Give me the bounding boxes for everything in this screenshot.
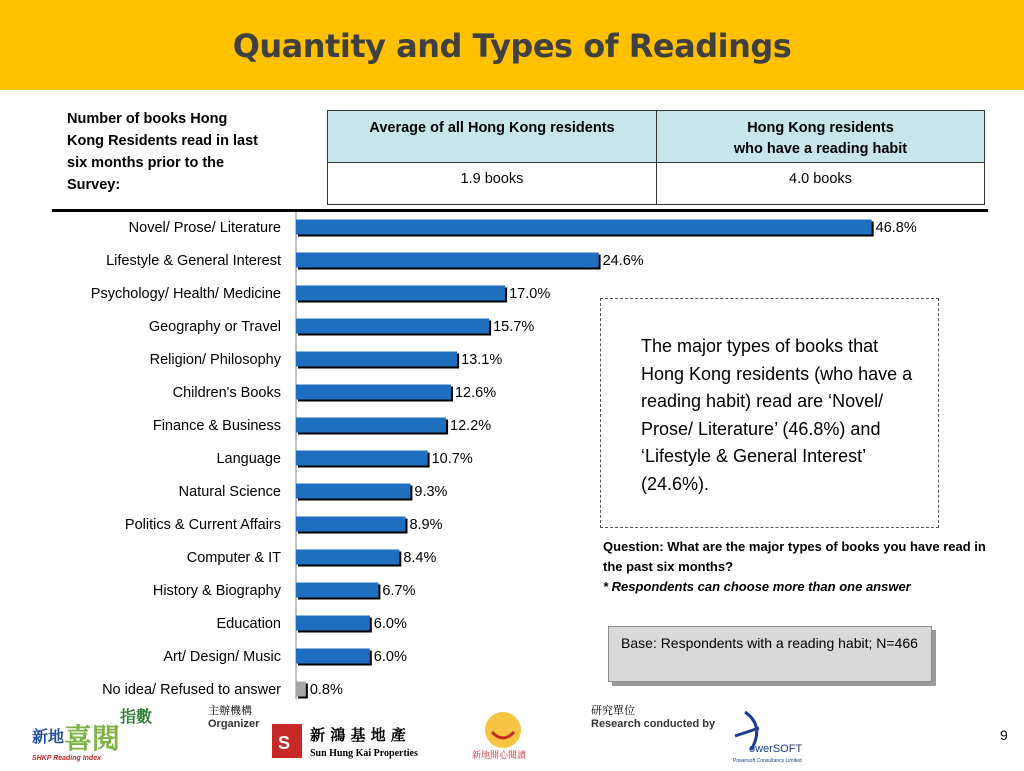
value-label: 8.4% xyxy=(403,550,437,566)
research-en: Research conducted by xyxy=(591,718,716,730)
avg-all-header: Average of all Hong Kong residents xyxy=(328,111,657,163)
powersoft-sub: Powersoft Consultancy Limited xyxy=(733,758,802,764)
index-logo-part-1: 新地 xyxy=(32,727,65,746)
index-logo-en: SHKP Reading Index xyxy=(32,755,101,762)
bar xyxy=(296,253,599,268)
value-label: 6.0% xyxy=(373,616,407,632)
average-books-table xyxy=(327,110,985,205)
avg-habit-value: 4.0 books xyxy=(657,163,985,205)
bar xyxy=(296,451,428,466)
avg-all-value: 1.9 books xyxy=(328,163,657,205)
question-footnote: * Respondents can choose more than one answer xyxy=(603,579,911,594)
value-label: 12.2% xyxy=(450,418,492,434)
organizer-label xyxy=(208,705,259,731)
value-label: 0.8% xyxy=(309,682,343,698)
research-zh: 研究單位 xyxy=(591,705,635,717)
bar xyxy=(296,550,399,565)
avg-habit-header xyxy=(657,111,985,163)
category-label: Politics & Current Affairs xyxy=(124,517,281,533)
bar xyxy=(296,616,370,631)
happy-reading-face xyxy=(485,712,521,748)
bar xyxy=(296,286,505,301)
bar xyxy=(296,319,489,334)
organizer-zh: 主辦機構 xyxy=(208,705,252,717)
category-label: Novel/ Prose/ Literature xyxy=(128,220,281,236)
company-en: Sun Hung Kai Properties xyxy=(310,748,418,759)
powersoft-logo xyxy=(725,706,835,766)
category-label: Computer & IT xyxy=(186,550,281,566)
avg-habit-header-line1: Hong Kong residents xyxy=(747,120,894,136)
value-label: 6.0% xyxy=(373,649,407,665)
happy-reading-logo xyxy=(470,706,540,766)
category-label: Language xyxy=(216,451,281,467)
value-label: 24.6% xyxy=(602,253,644,269)
bar xyxy=(296,682,306,697)
company-zh: 新 鴻 基 地 產 xyxy=(310,726,406,744)
category-label: Children's Books xyxy=(172,385,281,401)
avg-habit-header-line2: who have a reading habit xyxy=(733,141,908,157)
question-text: Question: What are the major types of books you have read in the past six months? xyxy=(603,539,986,574)
category-label: Natural Science xyxy=(178,484,281,500)
research-label xyxy=(591,705,715,731)
bar xyxy=(296,418,446,433)
value-label: 9.3% xyxy=(414,484,448,500)
bar xyxy=(296,649,370,664)
category-label: Art/ Design/ Music xyxy=(163,649,281,665)
bar xyxy=(296,220,872,235)
shkp-emblem-letter: S xyxy=(278,733,291,753)
value-label: 6.7% xyxy=(382,583,416,599)
bar xyxy=(296,352,457,367)
organizer-en: Organizer xyxy=(208,718,260,730)
category-label: No idea/ Refused to answer xyxy=(102,682,281,698)
value-label: 17.0% xyxy=(509,286,551,302)
sun-hung-kai-logo xyxy=(270,722,440,762)
page-title: Quantity and Types of Readings xyxy=(232,27,792,65)
summary-note: The major types of books that Hong Kong residents (who have a reading habit) read are ‘Novel/ Prose/ Literature’ (46.8%) and ‘Lifestyle & General Interest’ (24.6%). xyxy=(600,298,939,528)
value-label: 10.7% xyxy=(431,451,473,467)
category-label: Finance & Business xyxy=(152,418,281,434)
category-label: Geography or Travel xyxy=(148,319,281,335)
value-label: 8.9% xyxy=(409,517,443,533)
survey-question xyxy=(603,537,1003,597)
value-label: 13.1% xyxy=(461,352,503,368)
index-logo-part-2: 喜閱 xyxy=(64,722,121,755)
value-label: 12.6% xyxy=(454,385,497,401)
category-label: Religion/ Philosophy xyxy=(149,352,281,368)
value-label: 46.8% xyxy=(875,220,917,236)
page-number: 9 xyxy=(1000,727,1008,743)
category-label: History & Biography xyxy=(152,583,281,599)
bar xyxy=(296,583,378,598)
powersoft-name: owerSOFT xyxy=(749,743,803,755)
books-read-label: Number of books Hong Kong Residents read in last six months prior to the Survey: xyxy=(67,111,258,193)
read-logo-zh: 新地開心閱讀 xyxy=(472,751,527,761)
category-label: Psychology/ Health/ Medicine xyxy=(90,286,281,302)
shkp-reading-index-logo xyxy=(30,700,160,764)
base-note: Base: Respondents with a reading habit; N=466 xyxy=(608,626,932,682)
bar xyxy=(296,385,451,400)
bar xyxy=(296,517,405,532)
bar xyxy=(296,484,410,499)
value-label: 15.7% xyxy=(493,319,535,335)
category-label: Education xyxy=(216,616,281,632)
index-logo-part-3: 指數 xyxy=(120,707,153,726)
category-label: Lifestyle & General Interest xyxy=(106,253,281,269)
